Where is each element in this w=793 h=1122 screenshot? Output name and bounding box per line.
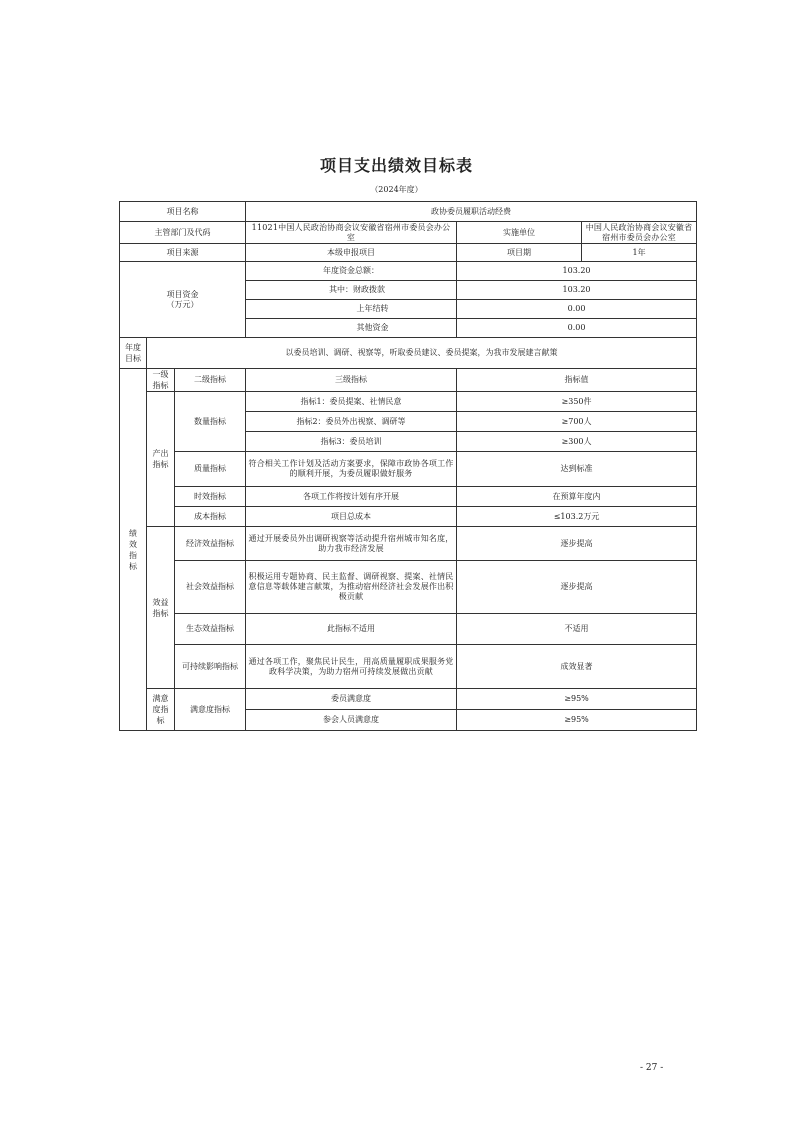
indicator-name: 符合相关工作计划及活动方案要求，保障市政协各项工作的顺利开展，为委员履职做好服务 bbox=[246, 452, 457, 487]
table-row bbox=[120, 689, 697, 710]
dept-value: 11021中国人民政治协商会议安徽省宿州市委员会办公室 bbox=[246, 222, 457, 244]
page-number: - 27 - bbox=[640, 1063, 664, 1073]
table-row bbox=[120, 452, 697, 487]
source-value: 本级申报项目 bbox=[246, 244, 457, 262]
indicator-value: 逐步提高 bbox=[457, 561, 697, 614]
indicator-name: 各项工作将按计划有序开展 bbox=[246, 487, 457, 507]
performance-target-table bbox=[119, 201, 697, 731]
indicator-value: ≥350件 bbox=[457, 392, 697, 412]
indicator-name: 指标3：委员培训 bbox=[246, 432, 457, 452]
benefit-indicators-label: 效益 指标 bbox=[147, 527, 175, 689]
social-benefit-label: 社会效益指标 bbox=[175, 561, 246, 614]
fund-row-value: 0.00 bbox=[457, 300, 697, 319]
indicator-name: 参会人员满意度 bbox=[246, 710, 457, 731]
page-title: 项目支出绩效目标表 bbox=[319, 156, 473, 175]
annual-goal-label: 年度 目标 bbox=[120, 338, 147, 369]
output-indicators-label: 产出 指标 bbox=[147, 392, 175, 527]
indicator-name: 委员满意度 bbox=[246, 689, 457, 710]
table-row bbox=[120, 222, 697, 244]
table-row bbox=[120, 614, 697, 645]
quantity-indicator-label: 数量指标 bbox=[175, 392, 246, 452]
header-value: 指标值 bbox=[457, 369, 697, 392]
timeliness-indicator-label: 时效指标 bbox=[175, 487, 246, 507]
fund-row-value: 0.00 bbox=[457, 319, 697, 338]
header-level1: 一级 指标 bbox=[147, 369, 175, 392]
table-row bbox=[120, 561, 697, 614]
table-row bbox=[120, 487, 697, 507]
performance-indicators-label: 绩 效 指 标 bbox=[120, 369, 147, 731]
indicator-value: 逐步提高 bbox=[457, 527, 697, 561]
period-value: 1年 bbox=[582, 244, 697, 262]
fiscal-year: （2024年度） bbox=[370, 185, 423, 194]
period-label: 项目期 bbox=[457, 244, 582, 262]
quality-indicator-label: 质量指标 bbox=[175, 452, 246, 487]
table-row bbox=[120, 262, 697, 281]
header-level3: 三级指标 bbox=[246, 369, 457, 392]
indicator-name: 积极运用专题协商、民主监督、调研视察、提案、社情民意信息等载体建言献策，为推动宿州经济社会发展作出积极贡献 bbox=[246, 561, 457, 614]
indicator-value: 成效显著 bbox=[457, 645, 697, 689]
annual-goal-text: 以委员培训、调研、视察等，听取委员建议、委员提案，为我市发展建言献策 bbox=[147, 338, 697, 369]
dept-label: 主管部门及代码 bbox=[120, 222, 246, 244]
economic-benefit-label: 经济效益指标 bbox=[175, 527, 246, 561]
indicator-name: 通过开展委员外出调研视察等活动提升宿州城市知名度，助力我市经济发展 bbox=[246, 527, 457, 561]
table-row bbox=[120, 338, 697, 369]
indicator-name: 指标2：委员外出视察、调研等 bbox=[246, 412, 457, 432]
indicator-name: 指标1：委员提案、社情民意 bbox=[246, 392, 457, 412]
header-level2: 二级指标 bbox=[175, 369, 246, 392]
cost-indicator-label: 成本指标 bbox=[175, 507, 246, 527]
satisfaction-indicators-label: 满意 度指 标 bbox=[147, 689, 175, 731]
funds-label: 项目资金 （万元） bbox=[120, 262, 246, 338]
indicator-name: 项目总成本 bbox=[246, 507, 457, 527]
indicator-value: 达到标准 bbox=[457, 452, 697, 487]
table-row bbox=[120, 244, 697, 262]
fund-row-label: 上年结转 bbox=[246, 300, 457, 319]
indicator-value: ≤103.2万元 bbox=[457, 507, 697, 527]
fund-row-label: 年度资金总额： bbox=[246, 262, 457, 281]
indicator-value: ≥95% bbox=[457, 689, 697, 710]
fund-row-label: 其中：财政拨款 bbox=[246, 281, 457, 300]
fund-row-value: 103.20 bbox=[457, 262, 697, 281]
fund-row-label: 其他资金 bbox=[246, 319, 457, 338]
table-row bbox=[120, 369, 697, 392]
fund-row-value: 103.20 bbox=[457, 281, 697, 300]
table-row bbox=[120, 507, 697, 527]
impl-unit-label: 实施单位 bbox=[457, 222, 582, 244]
indicator-value: 在预算年度内 bbox=[457, 487, 697, 507]
satisfaction-indicator-label: 满意度指标 bbox=[175, 689, 246, 731]
table-row bbox=[120, 527, 697, 561]
eco-benefit-label: 生态效益指标 bbox=[175, 614, 246, 645]
table-row bbox=[120, 392, 697, 412]
source-label: 项目来源 bbox=[120, 244, 246, 262]
sustain-impact-label: 可持续影响指标 bbox=[175, 645, 246, 689]
indicator-name: 通过各项工作，聚焦民计民生，用高质量履职成果服务党政科学决策，为助力宿州可持续发展做出贡献 bbox=[246, 645, 457, 689]
table-row bbox=[120, 202, 697, 222]
indicator-value: ≥95% bbox=[457, 710, 697, 731]
indicator-value: 不适用 bbox=[457, 614, 697, 645]
indicator-value: ≥300人 bbox=[457, 432, 697, 452]
project-name-value: 政协委员履职活动经费 bbox=[246, 202, 697, 222]
indicator-name: 此指标不适用 bbox=[246, 614, 457, 645]
impl-unit-value: 中国人民政治协商会议安徽省宿州市委员会办公室 bbox=[582, 222, 697, 244]
indicator-value: ≥700人 bbox=[457, 412, 697, 432]
table-row bbox=[120, 645, 697, 689]
project-name-label: 项目名称 bbox=[120, 202, 246, 222]
